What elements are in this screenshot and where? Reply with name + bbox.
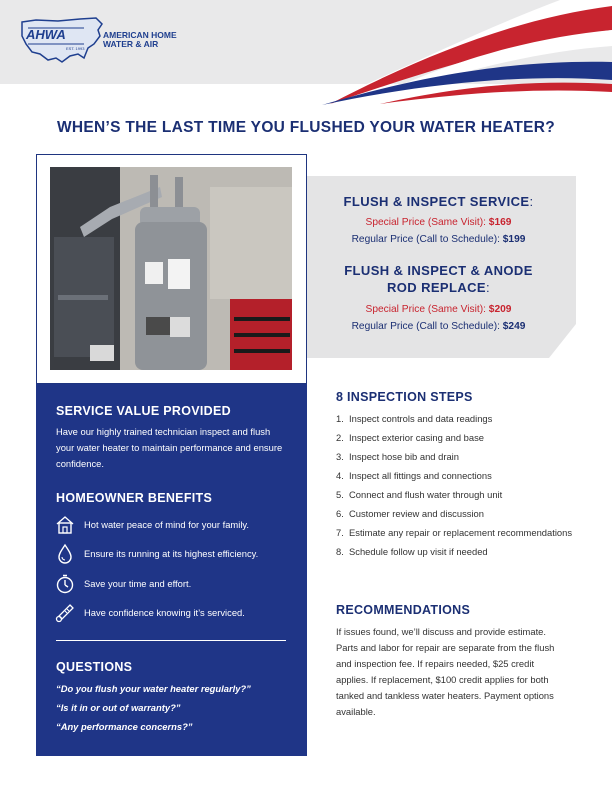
step-text: Customer review and discussion	[349, 508, 484, 519]
regular-price-label: Regular Price (Call to Schedule):	[351, 321, 500, 332]
list-item: 6. Customer review and discussion	[336, 508, 484, 519]
special-price-value: $209	[488, 304, 512, 315]
inspection-steps-list	[336, 411, 576, 563]
benefit-item	[54, 573, 294, 597]
service-value-title: SERVICE VALUE PROVIDED	[56, 404, 231, 418]
house-icon	[54, 514, 76, 536]
logo-established: EST. 1993	[66, 46, 85, 51]
list-item: 7. Estimate any repair or replacement recommendations	[336, 527, 573, 538]
step-text: Inspect hose bib and drain	[349, 451, 459, 462]
homeowner-benefits-title: HOMEOWNER BENEFITS	[56, 491, 213, 505]
pricing-title-colon: :	[529, 194, 534, 209]
benefit-item	[54, 543, 294, 567]
pricing-panel	[307, 176, 577, 358]
regular-price-label: Regular Price (Call to Schedule):	[351, 234, 500, 245]
benefit-text: Save your time and effort.	[84, 578, 192, 589]
usa-map-logo-icon	[18, 14, 108, 70]
divider	[56, 640, 286, 641]
special-price-line	[307, 217, 570, 228]
stopwatch-icon	[54, 573, 76, 595]
special-price-line	[307, 304, 570, 315]
list-item: 3. Inspect hose bib and drain	[336, 451, 459, 462]
pricing-title-text: ROD REPLACE	[386, 280, 486, 295]
logo-abbrev: AHWA	[26, 27, 66, 42]
photo-frame	[36, 154, 307, 384]
list-item: 1. Inspect controls and data readings	[336, 413, 493, 424]
benefit-item	[54, 514, 294, 538]
step-text: Inspect controls and data readings	[349, 413, 493, 424]
step-text: Inspect all fittings and connections	[349, 470, 492, 481]
benefit-text: Hot water peace of mind for your family.	[84, 519, 249, 530]
pricing-title-text: FLUSH & INSPECT SERVICE	[343, 194, 530, 209]
page-headline: WHEN’S THE LAST TIME YOU FLUSHED YOUR WATER HEATER?	[56, 119, 556, 136]
step-text: Estimate any repair or replacement recommendations	[349, 527, 573, 538]
service-value-text: Have our highly trained technician inspect and flush your water heater to maintain performance and ensure confidence.	[56, 426, 283, 469]
recommendations-text: If issues found, we’ll discuss and provide estimate. Parts and labor for repair are separate from the flush and inspection fee. If repairs needed, $25 credit applies. If replacement, $100 credit applies for both tanked and tankless water heaters. Payment options available.	[336, 626, 555, 717]
inspection-steps-title: 8 INSPECTION STEPS	[336, 390, 473, 404]
water-heater-photo	[50, 167, 292, 370]
special-price-label: Special Price (Same Visit):	[365, 304, 486, 315]
regular-price-line	[307, 321, 570, 332]
question-item: “Do you flush your water heater regularly?”	[56, 683, 251, 694]
water-drop-icon	[54, 543, 76, 565]
company-name-line1: AMERICAN HOME	[103, 30, 177, 40]
question-item: “Is it in or out of warranty?”	[56, 702, 181, 713]
questions-title: QUESTIONS	[56, 660, 133, 674]
special-price-label: Special Price (Same Visit):	[365, 217, 486, 228]
pricing-title-colon: :	[486, 280, 491, 295]
regular-price-line	[307, 234, 570, 245]
step-text: Schedule follow up visit if needed	[349, 546, 488, 557]
pricing-title	[307, 262, 570, 296]
regular-price-value: $199	[502, 234, 526, 245]
benefit-text: Have confidence knowing it’s serviced.	[84, 607, 245, 618]
benefit-item	[54, 602, 294, 626]
step-text: Connect and flush water through unit	[349, 489, 503, 500]
list-item: 5. Connect and flush water through unit	[336, 489, 503, 500]
list-item: 2. Inspect exterior casing and base	[336, 432, 484, 443]
regular-price-value: $249	[502, 321, 526, 332]
benefit-text: Ensure its running at its highest efficiency.	[84, 548, 259, 559]
list-item: 8. Schedule follow up visit if needed	[336, 546, 488, 557]
pricing-title-text: FLUSH & INSPECT & ANODE	[344, 263, 533, 278]
special-price-value: $169	[488, 217, 512, 228]
question-item: “Any performance concerns?”	[56, 721, 193, 732]
recommendations-title: RECOMMENDATIONS	[336, 603, 471, 617]
thermometer-icon	[54, 602, 76, 624]
list-item: 4. Inspect all fittings and connections	[336, 470, 492, 481]
company-name-line2: WATER & AIR	[103, 39, 159, 49]
step-text: Inspect exterior casing and base	[349, 432, 484, 443]
service-info-panel	[36, 384, 307, 756]
pricing-title	[307, 193, 570, 210]
company-name	[103, 31, 177, 49]
